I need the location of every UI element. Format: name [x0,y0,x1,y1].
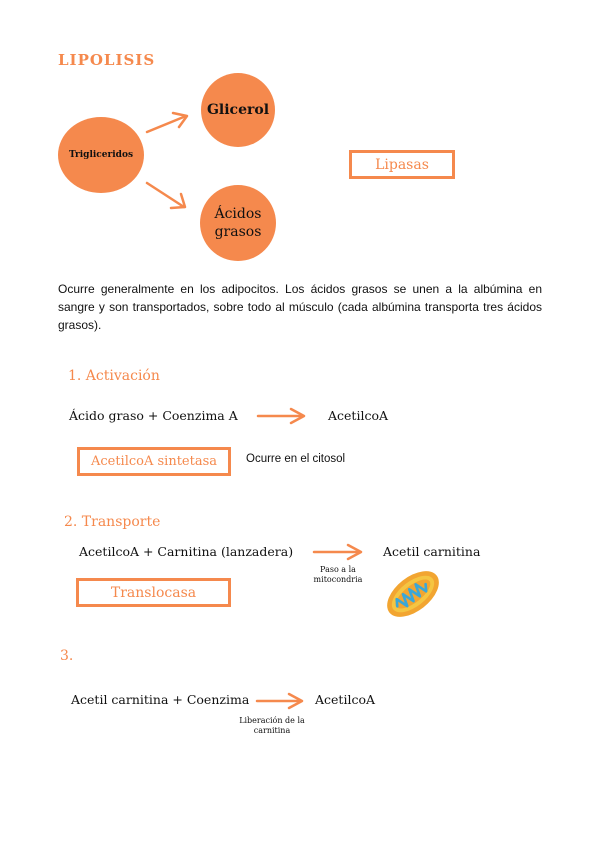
step2-heading: 2. Transporte [64,514,161,530]
step2-arrow-note-line1: Paso a la [320,565,356,574]
glycerol-label: Glicerol [206,102,270,118]
step1-heading: 1. Activación [68,368,160,384]
step1-enzyme-label: AcetilcoA sintetasa [90,454,218,469]
step2-arrow-note-line2: mitocondria [313,575,363,584]
lipases-label: Lipasas [375,156,429,173]
fatty-acids-label-line2: grasos [214,224,262,240]
step3-arrow-note [232,716,312,736]
step2-product: Acetil carnitina [383,544,481,559]
step2-enzyme-label: Translocasa [110,584,197,601]
step1-product: AcetilcoA [328,408,388,423]
page-title: LIPOLISIS [58,51,156,69]
step3-reactants: Acetil carnitina + Coenzima [71,692,250,707]
step3-heading: 3. [60,648,74,664]
step3-arrow-note-line1: Liberación de la [239,716,305,725]
step1-reactants: Ácido graso + Coenzima A [69,408,238,423]
step1-note: Ocurre en el citosol [246,453,346,465]
triglycerides-label: Trigliceridos [68,150,134,160]
fatty-acids-label-line1: Ácidos [214,206,262,222]
step3-product: AcetilcoA [315,692,375,707]
step2-reactants: AcetilcoA + Carnitina (lanzadera) [79,544,294,559]
step3-arrow-note-line2: carnitina [253,726,291,735]
intro-paragraph: Ocurre generalmente en los adipocitos. Los ácidos grasos se unen a la albúmina en sangre y son transportados, sobre todo al músculo (cada albúmina transporta tres ácidos grasos). [58,282,542,332]
